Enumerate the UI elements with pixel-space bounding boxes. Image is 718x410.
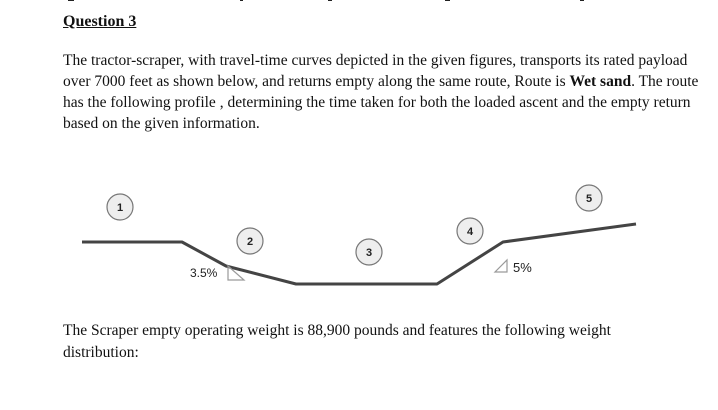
node-3-label: 3 <box>365 247 373 259</box>
node-3 <box>356 239 382 265</box>
route-profile-diagram <box>70 170 650 300</box>
route-profile-figure <box>70 170 650 300</box>
node-1-label: 1 <box>116 202 124 214</box>
node-5-label: 5 <box>585 193 593 205</box>
node-2-label: 2 <box>246 236 254 248</box>
grade-right-triangle-icon <box>495 260 507 272</box>
grade-left-label: 3.5% <box>190 266 218 280</box>
question-title: Question 3 <box>63 13 137 30</box>
question-intro: The tractor-scraper, with travel-time curves depicted in the given figures, transports its rated payload over 7000 feet as shown below, and returns empty along the same route, Route is <box>63 52 688 90</box>
cropped-previous-line <box>60 0 670 4</box>
node-4-label: 4 <box>466 226 474 238</box>
node-4 <box>457 218 483 244</box>
grade-right-label: 5% <box>513 260 532 275</box>
route-material: Wet sand <box>569 73 632 90</box>
question-intro-end: . The route has the following profile , determining the time taken for both the loaded ascent and the empty return based on the given information. <box>63 73 699 132</box>
question-text <box>63 50 703 134</box>
node-1 <box>107 194 133 220</box>
node-2 <box>237 228 263 254</box>
weight-distribution-text: The Scraper empty operating weight is 88,900 pounds and features the following weight distribution: <box>63 322 611 361</box>
node-5 <box>576 185 602 211</box>
